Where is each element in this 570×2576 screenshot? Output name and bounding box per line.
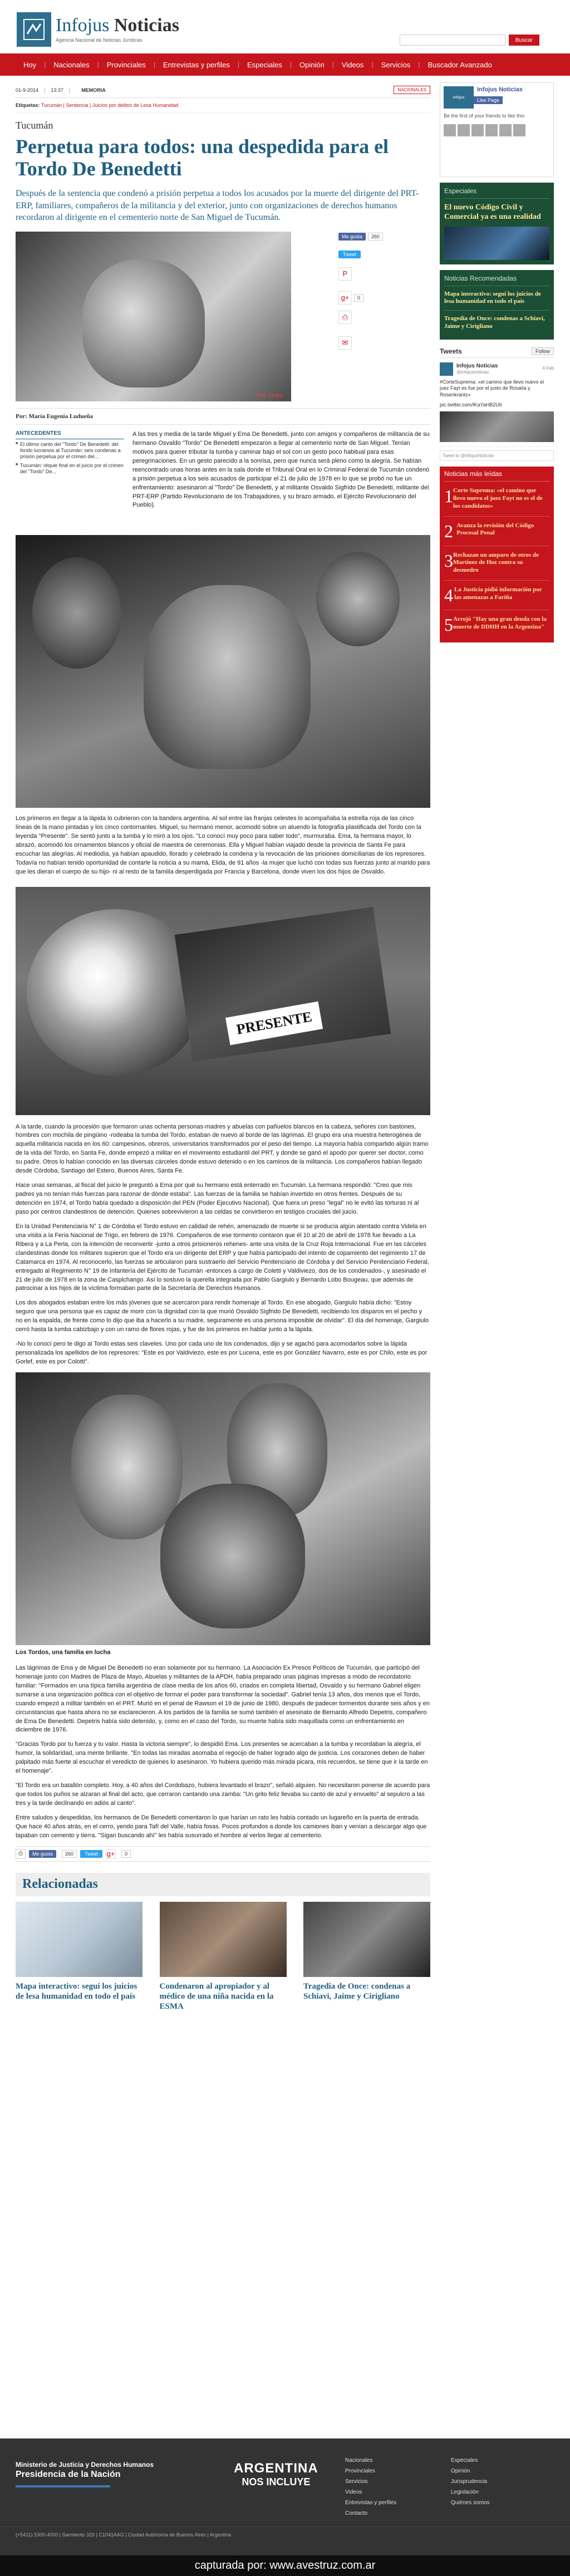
nav-item-buscador[interactable]: Buscador Avanzado — [428, 60, 492, 69]
fb-faces — [444, 124, 550, 136]
nav-item-provinciales[interactable]: Provinciales — [106, 60, 146, 69]
ministry-logo[interactable] — [16, 2461, 154, 2480]
presente-plaque: PRESENTE — [225, 1001, 323, 1044]
brand-name: Infojus — [56, 15, 110, 36]
related-headline[interactable]: Condenaron al apropiador y al médico de una niña nacida en la ESMA — [159, 1981, 274, 2011]
footer-link[interactable]: Quiénes somos — [451, 2500, 490, 2506]
gplus-widget[interactable] — [338, 293, 405, 303]
recomendadas-box — [440, 270, 554, 340]
pinterest-icon[interactable]: P — [338, 267, 352, 281]
sidebar — [440, 82, 554, 648]
rank-number: 2 — [444, 521, 453, 541]
footer-link[interactable]: Videos — [345, 2489, 362, 2495]
tweet-button[interactable]: Tweet — [338, 251, 361, 258]
article-headline: Perpetua para todos: una despedida para el Tordo De Benedetti — [16, 135, 389, 180]
mas-leidas-link[interactable]: Rechazan un amparo de otros de Martínez de Hoz contra su desmedro — [453, 551, 539, 574]
follow-button[interactable]: Follow — [532, 347, 554, 355]
search-area — [400, 35, 539, 46]
mas-leidas-item[interactable] — [444, 552, 549, 581]
article-kind: MEMORIA — [81, 87, 106, 93]
recomendadas-title: Noticias Recomendadas — [444, 274, 549, 286]
footer-accent-bar — [16, 2485, 110, 2487]
logo-icon — [17, 12, 51, 47]
paragraph: "Gracias Tordo por tu fuerza y tu valor. Hasta la victoria siempre", lo despidió Ema. Los presentes se acercaban a la tumba y recordaban la alegría, el humor, la solidaridad, una mente brillante. "En todas las miradas asomaba el regocijo de haber logrado algo de justicia. Los corazones deben de haber palpitado más fuerte al escuchar el veredicto de quienes lo asesinaron. Yo hubiera querido más mirada picara, mis recuerdos, se tiene que ir la tarde en el homenaje". — [16, 1741, 428, 1775]
footer-link[interactable]: Especiales — [451, 2457, 478, 2464]
paragraph: A la tarde, cuando la procesión que formaron unas ochenta personas-madres y abuelas con pañuelos blancos en la cabeza, señores con bastones, hombres con mochila de pingüino -rodeaba la tumba del Tordo, estaban de nuevo al borde de las lágrimas. El grupo era una muestra heterogénea de aquella militancia nacida en los 60: campesinos, obreros, universitarios transformados por el peso del tiempo. La mayoría había compartido algún tramo de la vida del Tordo, en Santa Fe, donde empezó a militar en el movimiento estudiantil del PRT, y donde se ganó el apodo por querer ser doctor, como su padre. Otros lo habían conocido en las diversas cárceles donde estuvo detenido o en los caminos de la militancia. Los compañeros habían llegado desde Córdoba, Santiago del Estero, Buenos Aires, Santa Fe. — [16, 1123, 429, 1175]
fb-count: 260 — [62, 1850, 77, 1858]
fb-count: 260 — [368, 233, 383, 241]
especial-link[interactable]: El nuevo Código Civil y Comercial ya es una realidad — [444, 203, 541, 221]
intro-block — [16, 430, 430, 519]
related-image[interactable] — [303, 1902, 430, 1977]
tweets-title: Tweets — [440, 347, 462, 355]
paragraph: Los primeros en llegar a la lápida lo cubrieron con la bandera argentina. Al sol entre las franjas celestes lo acompañaba la estrella roja de las cinco líneas de la mano pintadas y los cinco contornantes. Miguel, su hermano menor, acomodó sobre un atuendo la fotografía plastificada del Tordo con la leyenda "Presente". Se sentó junto a la tumba y lo miró a los ojos. "Lo conocí muy poco para saber todo", murmuraba. Ema, la hermana mayor, lo abrazó, acomodó los ornamentos blancos y oficial de maestra de ceremonias. Ella y Miguel habían viajado desde la provincia de Santa Fe para escuchar las alegrías. Al mediodía, ya habían apaudido, llorado y celebrado la condena y la revocación de las prisiones domiciliarias de los represores. Todavía no habían tenido oportunidad de contarle la noticia a su mamá, Elida, de 91 años -la mujer que luchó con todas sus fuerzas junto al marido para que les dieran el cuerpo de su hijo- ni al resto de la familia desperdigada por Francia y Barcelona, donde viven los dos hijos de Osvaldo. — [16, 814, 430, 875]
paragraph: En la Unidad Penitenciaria N° 1 de Córdoba el Tordo estuvo en calidad de rehén, amenazado de muerte si se producía algún atentado contra Videla en una visita a la Feria Nacional de Trigo, en febrero de 1976. Compañeros de ese tormento contaron que él 10 al 20 de abril de 1978 fue llevado a La Ribera y a La Perla, con la intención de reconvertir -junto a otros prisioneros rehenes- ante una visita de la Cruz Roja Internacional. Fue en las cárceles clandestinas donde los militares supieron que el Tordo era un dirigente del ERP y que había participado del intento de copamiento del regimiento 17 de Catamarca en 1974. Al reconocerlo, las fuerzas se articularon para sustraerlo del Servicio Penitenciario de Córdoba y del Servicio Penitenciario Federal, entregado al Regimiento N° 19 de Infantería del Ejército de Tucumán -entonces a cargo de Coletti y Valdiviezo, dos de los condenados-, y asesinado el 21 de julio de 1978 en la zona de Casplchango. Así lo sostuvo la querella integrada por Pablo Gargiulo y Bernardo Lobo Bougeau, que además de patrocinar a los hijos de la víctima formaban parte de la Secretaría de Derechos Humanos. — [16, 1223, 429, 1292]
nav-item-videos[interactable]: Videos — [341, 60, 364, 69]
mas-leidas-link[interactable]: Arrojó "Hay una gran deuda con la muerte de DDHH en la Argentina" — [453, 615, 547, 630]
mas-leidas-link[interactable]: Corte Suprema: «el camino que llevo nuevo el juez Fayt no es el de los candidatos» — [453, 487, 543, 509]
ministry-line-1: Ministerio de Justicia y Derechos Humanos — [16, 2461, 154, 2469]
footer-link[interactable]: Provinciales — [345, 2468, 375, 2474]
article-date: 01-9-2014 — [16, 87, 39, 93]
main-nav — [0, 53, 570, 76]
footer-link[interactable]: Nacionales — [345, 2457, 373, 2464]
mas-leidas-link[interactable]: Avanza la revisión del Código Procesal Penal — [456, 522, 534, 537]
footer-link[interactable]: Opinión — [451, 2468, 470, 2474]
brand-subtitle: Agencia Nacional de Noticias Jurídicas — [56, 37, 142, 43]
especial-image[interactable] — [444, 227, 549, 260]
share-column — [338, 232, 405, 362]
tag-link[interactable]: Tucumán — [41, 102, 62, 108]
rank-number: 5 — [444, 614, 453, 635]
fb-like-button[interactable]: Me gusta — [338, 233, 366, 241]
search-input[interactable] — [400, 35, 505, 46]
byline: Por: María Eugenia Ludueña — [16, 408, 430, 425]
mas-leidas-item[interactable] — [444, 616, 549, 639]
nav-separator: | — [44, 61, 46, 68]
especiales-box — [440, 183, 554, 264]
nav-item-especiales[interactable]: Especiales — [247, 60, 282, 69]
footer-divider — [0, 2526, 570, 2527]
fb-page-thumb[interactable]: Infojus — [444, 86, 474, 109]
nav-item-opinion[interactable]: Opinión — [299, 60, 325, 69]
recomendada-link[interactable]: Tragedia de Once: condenas a Schiavi, Jaime y Cirigliano — [444, 315, 545, 330]
body-section-a — [16, 535, 430, 1841]
brand-name-2: Noticias — [114, 15, 179, 36]
nav-separator: | — [371, 61, 374, 68]
footer-address: (+5411) 5300-4000 | Sarmiento 329 | C1041AAG | Ciudad Autónoma de Buenos Aires | Argentina — [16, 2532, 232, 2538]
tweet-body: #CorteSuprema: «el camino que llevo nuevo el juez Fayt es fue por el justo de Rosalía y Rosenkrantz» — [440, 379, 544, 398]
facebook-widget — [440, 82, 554, 177]
antecedentes-title: ANTECEDENTES — [16, 430, 124, 439]
fb-friends-text: Be the first of your friends to like this — [444, 113, 525, 119]
mas-leidas-link[interactable]: La Justicia pidió información por las amenazas a Fariña — [454, 586, 542, 601]
gplus-count: 0 — [121, 1850, 131, 1858]
related-list — [16, 1902, 430, 2011]
section-label: Tucumán — [16, 120, 53, 131]
antecedentes-link[interactable]: ■ El último canto del "Tordo" De Benedetti: del fondo lucramos al Tucumán: seis condenas a prisión perpetua por el crimen del... — [16, 441, 124, 460]
nav-separator: | — [153, 61, 155, 68]
nav-item-servicios[interactable]: Servicios — [381, 60, 411, 69]
rank-number: 3 — [444, 550, 453, 571]
related-image[interactable] — [160, 1902, 287, 1977]
fb-like-page-button[interactable]: Like Page — [474, 96, 503, 104]
tags-label: Etiquetas: — [16, 102, 40, 108]
hero-image — [16, 232, 291, 401]
bottom-share-bar — [16, 1846, 430, 1862]
tweet-button[interactable]: Tweet — [80, 1850, 102, 1858]
paragraph: Las lágrimas de Ema y de Miguel De Benedetti no eran solamente por su hermano. La Asociación Ex Presos Políticos de Tucumán, que participó del homenaje junto con Madres de Plaza de Mayo, Abuelas y militantes de la APDH, había preparado unas páginas impresas a modo de recordatorio familiar: "Formados en una típica familia argentina de clase media de los años 60, criados en completa libertad, Osvaldo y su hermano Gabriel eligen sumarse a una organización política con el objetivo de formar el poder para transformar la sociedad". Gabriel tenía 13 años, dos menos que el Tordo, cuando empezó a militar también en el PRT. Murió en el penal de Rawson el 19 de junio de 1980, después de padecer tormentos durante seis años y en circunstancias que hasta ahora no se esclarecieron. A los partidos de la familia se sumó también el asesinato de Bernardo Alfredo Depetris, compañero de Ema De Benedetti. Depetris había sido detenido, y, como en el caso del Tordo, su muerte había sido maquillada como un enfrentamiento en diciembre de 1976. — [16, 1664, 430, 1734]
footer-link[interactable]: Jurisprudencia — [451, 2479, 488, 2485]
nav-separator: | — [237, 61, 239, 68]
nav-separator: | — [289, 61, 292, 68]
hero-row — [16, 232, 430, 401]
mas-leidas-item[interactable] — [444, 522, 549, 546]
nav-separator: | — [418, 61, 420, 68]
article-photo-3 — [16, 1372, 430, 1645]
tweet-item — [440, 358, 554, 448]
footer-link[interactable]: Contacto — [345, 2510, 368, 2516]
tweet-handle[interactable]: @infojusnoticias — [456, 369, 489, 375]
mas-leidas-item[interactable] — [444, 487, 549, 516]
rank-number: 1 — [444, 486, 453, 507]
related-headline[interactable]: Tragedia de Once: condenas a Schiavi, Jaime y Cirigliano — [303, 1981, 411, 2001]
paragraph: "El Tordo era un batallón completo. Hoy, a 40 años del Cordobazo, hubiera levantado el brazo", señaló alguien. No necesitaron ponerse de acuerdo para que todos los puños se alzaran al final del acto, que cerraron cantando una zamba: "Un grito feliz llevaba su canto de azul y envuelto" al sepulcro a las tres y la tarde declinando en adiós al canto". — [16, 1782, 430, 1807]
related-header — [16, 1873, 430, 1896]
fb-page-name[interactable]: Infojus Noticias — [477, 86, 523, 93]
related-card[interactable] — [303, 1902, 430, 2011]
argentina-logo — [234, 2461, 318, 2488]
article-photo-1 — [16, 535, 430, 808]
hero-portrait — [82, 259, 205, 387]
footer-links-2 — [451, 2455, 489, 2508]
mas-leidas-title: Noticias más leídas — [444, 470, 549, 482]
site-header — [0, 0, 570, 53]
footer-link[interactable]: Legislación — [451, 2489, 479, 2495]
tag-link[interactable]: Sentencia — [66, 102, 89, 108]
paragraph: -No lo conocí pero te digo al Tordo estas seis claveles. Uno por cada uno de los condenados, dijo y se agachó para acomodarlos sobre la lápida personalizada los apellidos de los represores: "Este es por Valdiviezo, este es por Lucena, este es por González Navarro, este es por Chilo, este es por Gorlef, este es por Colotti". — [16, 1341, 428, 1366]
section-badge[interactable]: NACIONALES — [394, 86, 430, 94]
tweet-author[interactable]: Infojus Noticias — [456, 362, 498, 369]
rank-number: 4 — [444, 585, 453, 605]
gplus-count: 0 — [354, 294, 363, 302]
paragraph: Los dos abogados estaban entre los más jóvenes que se acercaron para rendir homenaje al Tordo. En ese abogado, Gargiulo había dicho: "Estoy seguro que una persona que es capaz de morir con la dignidad con la que murió Osvaldo Sigfrido De Benedetti, recibiendo los disparos en el pecho y no en la espalda, de frente como lo dijo que iba a hacerlo a su madre, seguramente es una persona imposible de olvidar". El día del homenaje, Gargiulo cerró hasta la tumba cabizbajo y con un ramo de flores rojas, y fue de los primeros en hablar junto a la lápida. — [16, 1299, 429, 1333]
tweet-avatar[interactable] — [440, 362, 453, 376]
capture-banner: capturada por: www.avestruz.com.ar — [0, 2555, 570, 2576]
tweet-date: 4 Feb — [542, 366, 554, 371]
intro-paragraph: A las tres y media de la tarde Miguel y Ema De Benedetti, junto con amigos y compañeros de militancia de su hermano Osvaldo "Tordo" De Benedetti empezaron a llegar al cementerio norte de San Miguel. Tenían motivos para querer tributar la tumba y caminar bajo el sol con un gesto poco habitual para esas peregrinaciones. En un gesto parecido a la sonrisa, pero que nunca será pleno como la alegría. Se habían reencontrado unas horas antes en la sala donde el Tribunal Oral en lo Criminal Federal de Tucumán condenó a prisión perpetua a los seis acusados de participar el 21 de julio de 1978 en lo que se probó no fue un enfrentamiento: asesinaron al "Tordo" De Benedetti, y al militante Osvaldo Sigfrido De Benedetti, militante del PRT-ERP (Partido Revolucionario de los Trabajadores, y su brazo armado, el Ejército Revolucionario del Pueblo). — [132, 430, 430, 509]
nav-separator: | — [332, 61, 334, 68]
article-time: 13:37 — [51, 87, 63, 93]
main-column — [16, 76, 430, 2011]
argentina-text: ARGENTINA — [234, 2461, 318, 2476]
nav-item-nacionales[interactable]: Nacionales — [53, 60, 90, 69]
fb-like-button[interactable]: Me gusta — [29, 1850, 56, 1858]
paragraph: Hace unas semanas, al fiscal del juicio le preguntó a Ema por qué su hermano está enterrado en Tucumán. La hermana respondió: "Creo que mis padres ya no tenían más fuerzas para razonar de dónde estaba". Las fuerzas de la familia se habían invertido en otros frentes. Después de su detención en 1974, el Tordo había quedado a disposición del PEN (Poder Ejecutivo Nacional). Que fuera un preso "legal" no le evitó las torturas ni al paso por centros clandestinos de detención. Quienes sobrevivieron a las celdas se convirtieron en testigos cruciales del juicio. — [16, 1182, 419, 1215]
site-logo[interactable] — [17, 12, 179, 47]
related-card[interactable] — [16, 1902, 142, 2011]
gplus-icon[interactable]: g+ — [338, 291, 352, 305]
recomendada-link[interactable]: Mapa interactivo: seguí los juicios de lesa humanidad en todo el país — [444, 291, 549, 311]
search-button[interactable]: Buscar — [509, 35, 539, 46]
article-lead: Después de la sentencia que condenó a prisión perpetua a todos los acusados por la muerte del dirigente del PRT-ERP, familiares, compañeros de la militancia y del exterior, junto con organizaciones de derechos humanos recordaron al dirigente en el cementerio norte de San Miguel de Tucumán. — [16, 189, 419, 223]
nav-item-entrevistas[interactable]: Entrevistas y perfiles — [163, 60, 230, 69]
related-image[interactable] — [16, 1902, 142, 1977]
tag-link[interactable]: Juicios por delitos de Lesa Humanidad — [92, 102, 179, 108]
tweet-image[interactable] — [440, 411, 554, 442]
mas-leidas-box — [440, 467, 554, 642]
related-title: Relacionadas — [22, 1877, 99, 1892]
site-footer — [0, 2438, 570, 2555]
paragraph: Entre saludos y despedidas, los hermanos de De Benedetti comentaron lo que harían un rato les había contado un lugareño en la puerta de entrada. Que hace 40 años atrás, en el cerro, yendo para Tafí del Valle, había fosas. Pocos profundos a donde los camiones iban y venían a descargar algo que tapaban con cemento y tierra. "Sigan buscando ahí" les había susurrado el hombre al verlos llegar al cementerio. — [16, 1814, 427, 1839]
footer-links-1 — [345, 2455, 396, 2519]
tweet-to-box[interactable]: Tweet to @infojusNoticias — [440, 450, 554, 461]
fb-like-widget[interactable] — [338, 232, 405, 242]
related-headline[interactable]: Mapa interactivo: seguí los juicios de lesa humanidad en todo el país — [16, 1981, 137, 2001]
photo-caption: Los Tordos, una familia en lucha — [16, 1648, 111, 1656]
especiales-title: Especiales — [444, 187, 549, 199]
antecedentes-link[interactable]: ■ Tucumán: réquie final en el juicio por el crimen del "Tordo" De... — [16, 463, 124, 475]
nos-incluye-text: NOS INCLUYE — [242, 2476, 311, 2487]
tags-row: Etiquetas: Tucumán | Sentencia | Juicios por delitos de Lesa Humanidad — [16, 98, 430, 113]
print-icon[interactable]: ⎙ — [16, 1849, 26, 1859]
footer-link[interactable]: Entrevistas y perfiles — [345, 2500, 397, 2506]
related-card[interactable] — [160, 1902, 287, 2011]
email-icon[interactable]: ✉ — [338, 336, 352, 350]
photo-credit: Foto: Infojus — [255, 392, 283, 398]
gplus-icon[interactable]: g+ — [106, 1849, 115, 1858]
nav-separator: | — [97, 61, 99, 68]
print-icon[interactable]: ⎙ — [338, 311, 352, 324]
nav-item-hoy[interactable]: Hoy — [23, 60, 37, 69]
tweet-link[interactable]: pic.twitter.com/lKaYaHB2Ub — [440, 401, 502, 408]
dateline: 01-9-2014 | 13:37 | MEMORIA NACIONALES — [16, 82, 430, 98]
mas-leidas-item[interactable] — [444, 586, 549, 610]
antecedentes-box — [16, 430, 124, 475]
footer-link[interactable]: Servicios — [345, 2479, 368, 2485]
article-photo-2 — [16, 887, 430, 1115]
twitter-widget — [440, 345, 554, 462]
tweet-widget[interactable] — [338, 249, 405, 259]
ministry-line-2: Presidencia de la Nación — [16, 2470, 121, 2479]
